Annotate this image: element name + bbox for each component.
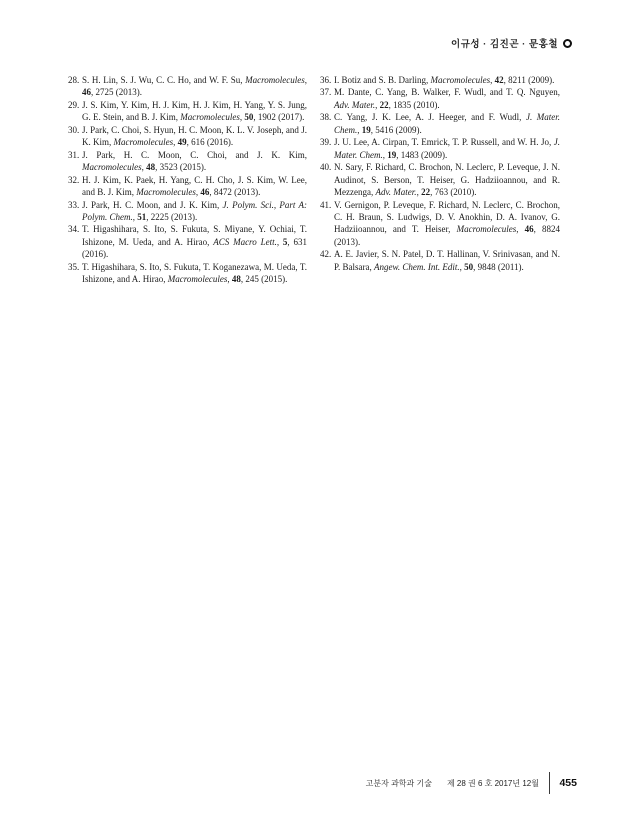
reference-item [68,174,307,199]
references-column-left [68,74,307,286]
references-section [68,74,560,286]
footer-journal-title: 고분자 과학과 기술 [365,778,432,788]
reference-number: 28. [68,75,80,85]
reference-item [320,199,560,249]
reference-item [68,199,307,224]
reference-item [68,223,307,260]
reference-item [320,86,560,111]
reference-text: J. Park, C. Choi, S. Hyun, H. C. Moon, K. L. V. Joseph, and J. K. Kim, Macromolecules, 49, 616 (2016). [82,124,307,148]
footer-divider [549,772,551,794]
reference-number: 34. [68,224,80,235]
reference-text: J. S. Kim, Y. Kim, H. J. Kim, H. J. Kim, H. Yang, Y. S. Jung, G. E. Stein, and B. J. Kim, Macromolecules, 50, 1902 (2017). [82,99,307,123]
reference-text: I. Botiz and S. B. Darling, Macromolecules, 42, 8211 (2009). [334,75,555,85]
reference-text: C. Yang, J. K. Lee, A. J. Heeger, and F. Wudl, J. Mater. Chem., 19, 5416 (2009). [334,112,560,135]
reference-text: T. Higashihara, S. Ito, S. Fukuta, T. Koganezawa, M. Ueda, T. Ishizone, and A. Hirao, Macromolecules, 48, 245 (2015). [82,261,307,285]
page-footer [366,771,577,795]
reference-text: T. Higashihara, S. Ito, S. Fukuta, S. Miyane, Y. Ochiai, T. Ishizone, M. Ueda, and A. Hirao, ACS Macro Lett., 5, 631 (2016). [82,224,308,260]
reference-item [320,136,560,161]
reference-item [68,149,307,174]
reference-text: M. Dante, C. Yang, B. Walker, F. Wudl, and T. Q. Nguyen, Adv. Mater., 22, 1835 (2010). [334,87,560,110]
reference-number: 30. [68,124,80,135]
footer-issue-info: 제 28 권 6 호 2017년 12월 [446,778,539,788]
reference-number: 37. [320,87,332,98]
reference-text: V. Gernigon, P. Leveque, F. Richard, N. Leclerc, C. Brochon, C. H. Braun, S. Ludwigs, D. V. Anokhin, D. A. Ivanov, G. Hadziioannou, and T. Heiser, Macromolecules, 46, 8824 (2013). [334,199,561,247]
reference-item [68,124,307,149]
reference-number: 40. [320,162,332,173]
reference-text: S. H. Lin, S. J. Wu, C. C. Ho, and W. F. Su, Macromolecules, 46, 2725 (2013). [82,75,307,98]
reference-number: 39. [320,137,332,148]
reference-text: J. Park, H. C. Moon, C. Choi, and J. K. Kim, Macromolecules, 48, 3523 (2015). [82,149,307,173]
reference-number: 31. [68,149,80,160]
reference-item [68,99,307,124]
page-number: 455 [559,777,577,789]
reference-number: 38. [320,112,332,123]
reference-item [68,74,307,99]
reference-text: N. Sary, F. Richard, C. Brochon, N. Leclerc, P. Leveque, J. N. Audinot, S. Berson, T. Heiser, G. Hadziioannou, and R. Mezzenga, Adv. Mater., 22, 763 (2010). [334,162,560,198]
reference-item [320,248,560,273]
reference-number: 29. [68,99,80,110]
page-header [451,36,572,50]
reference-number: 33. [68,199,80,210]
reference-number: 36. [320,75,332,85]
reference-text: J. U. Lee, A. Cirpan, T. Emrick, T. P. Russell, and W. H. Jo, J. Mater. Chem., 19, 1483 (2009). [334,137,560,160]
references-column-right [320,74,560,286]
reference-item [320,111,560,136]
reference-text: H. J. Kim, K. Paek, H. Yang, C. H. Cho, J. S. Kim, W. Lee, and B. J. Kim, Macromolecules, 46, 8472 (2013). [82,174,307,198]
reference-number: 35. [68,261,80,272]
reference-item [320,161,560,198]
reference-number: 42. [320,249,332,260]
corresponding-author-ring-icon [563,39,572,48]
reference-item [68,261,307,286]
reference-item [320,74,560,86]
header-authors: 이규성 · 김진곤 · 문홍철 [451,39,558,50]
reference-text: J. Park, H. C. Moon, and J. K. Kim, J. Polym. Sci., Part A: Polym. Chem., 51, 2225 (2013). [82,199,307,222]
reference-number: 41. [320,199,332,210]
reference-text: A. E. Javier, S. N. Patel, D. T. Hallinan, V. Srinivasan, and N. P. Balsara, Angew. Chem. Int. Edit., 50, 9848 (2011). [334,249,560,272]
reference-number: 32. [68,174,80,185]
